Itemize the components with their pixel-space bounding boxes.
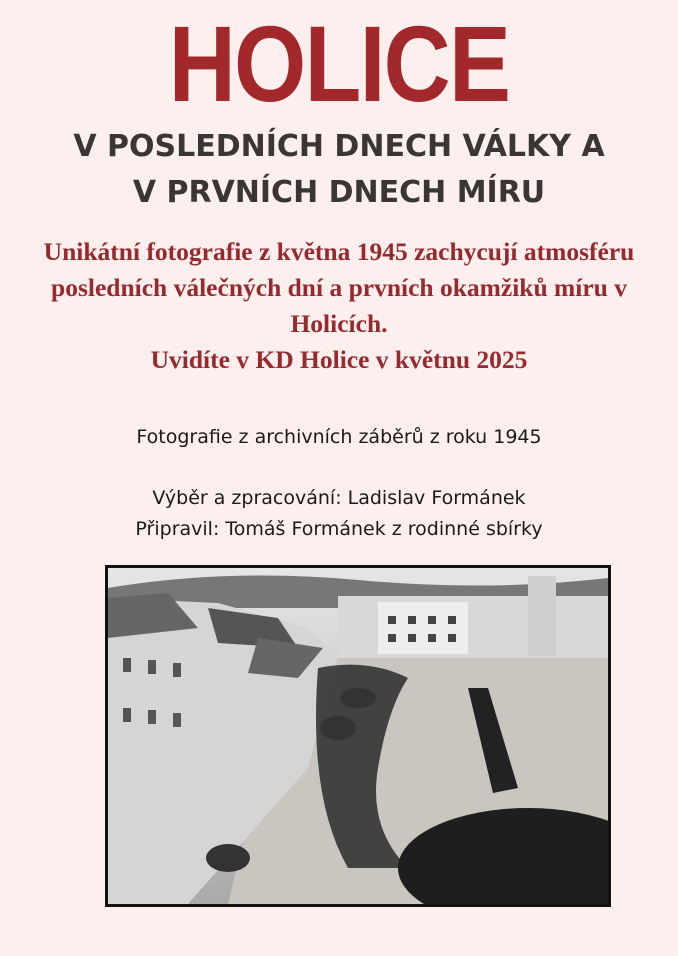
town-square-photo <box>108 568 608 904</box>
description-line: posledních válečných dní a prvních okamžiků míru v <box>51 273 627 302</box>
selection-credit: Výběr a zpracování: Ladislav Formánek <box>152 487 526 509</box>
poster-title: HOLICE <box>168 3 510 124</box>
photo-source: Fotografie z archivních záběrů z roku 1945 <box>136 426 542 448</box>
description-line: Unikátní fotografie z května 1945 zachycují atmosféru <box>43 237 635 266</box>
description <box>20 234 658 378</box>
description-line: Uvidíte v KD Holice v květnu 2025 <box>150 345 528 374</box>
poster-subtitle <box>0 124 678 216</box>
subtitle-line: V POSLEDNÍCH DNECH VÁLKY A <box>73 129 605 164</box>
subtitle-line: V PRVNÍCH DNECH MÍRU <box>132 175 546 210</box>
historical-photo <box>105 565 611 907</box>
prepared-credit: Připravil: Tomáš Formánek z rodinné sbírky <box>135 518 543 540</box>
description-line: Holicích. <box>290 309 388 338</box>
